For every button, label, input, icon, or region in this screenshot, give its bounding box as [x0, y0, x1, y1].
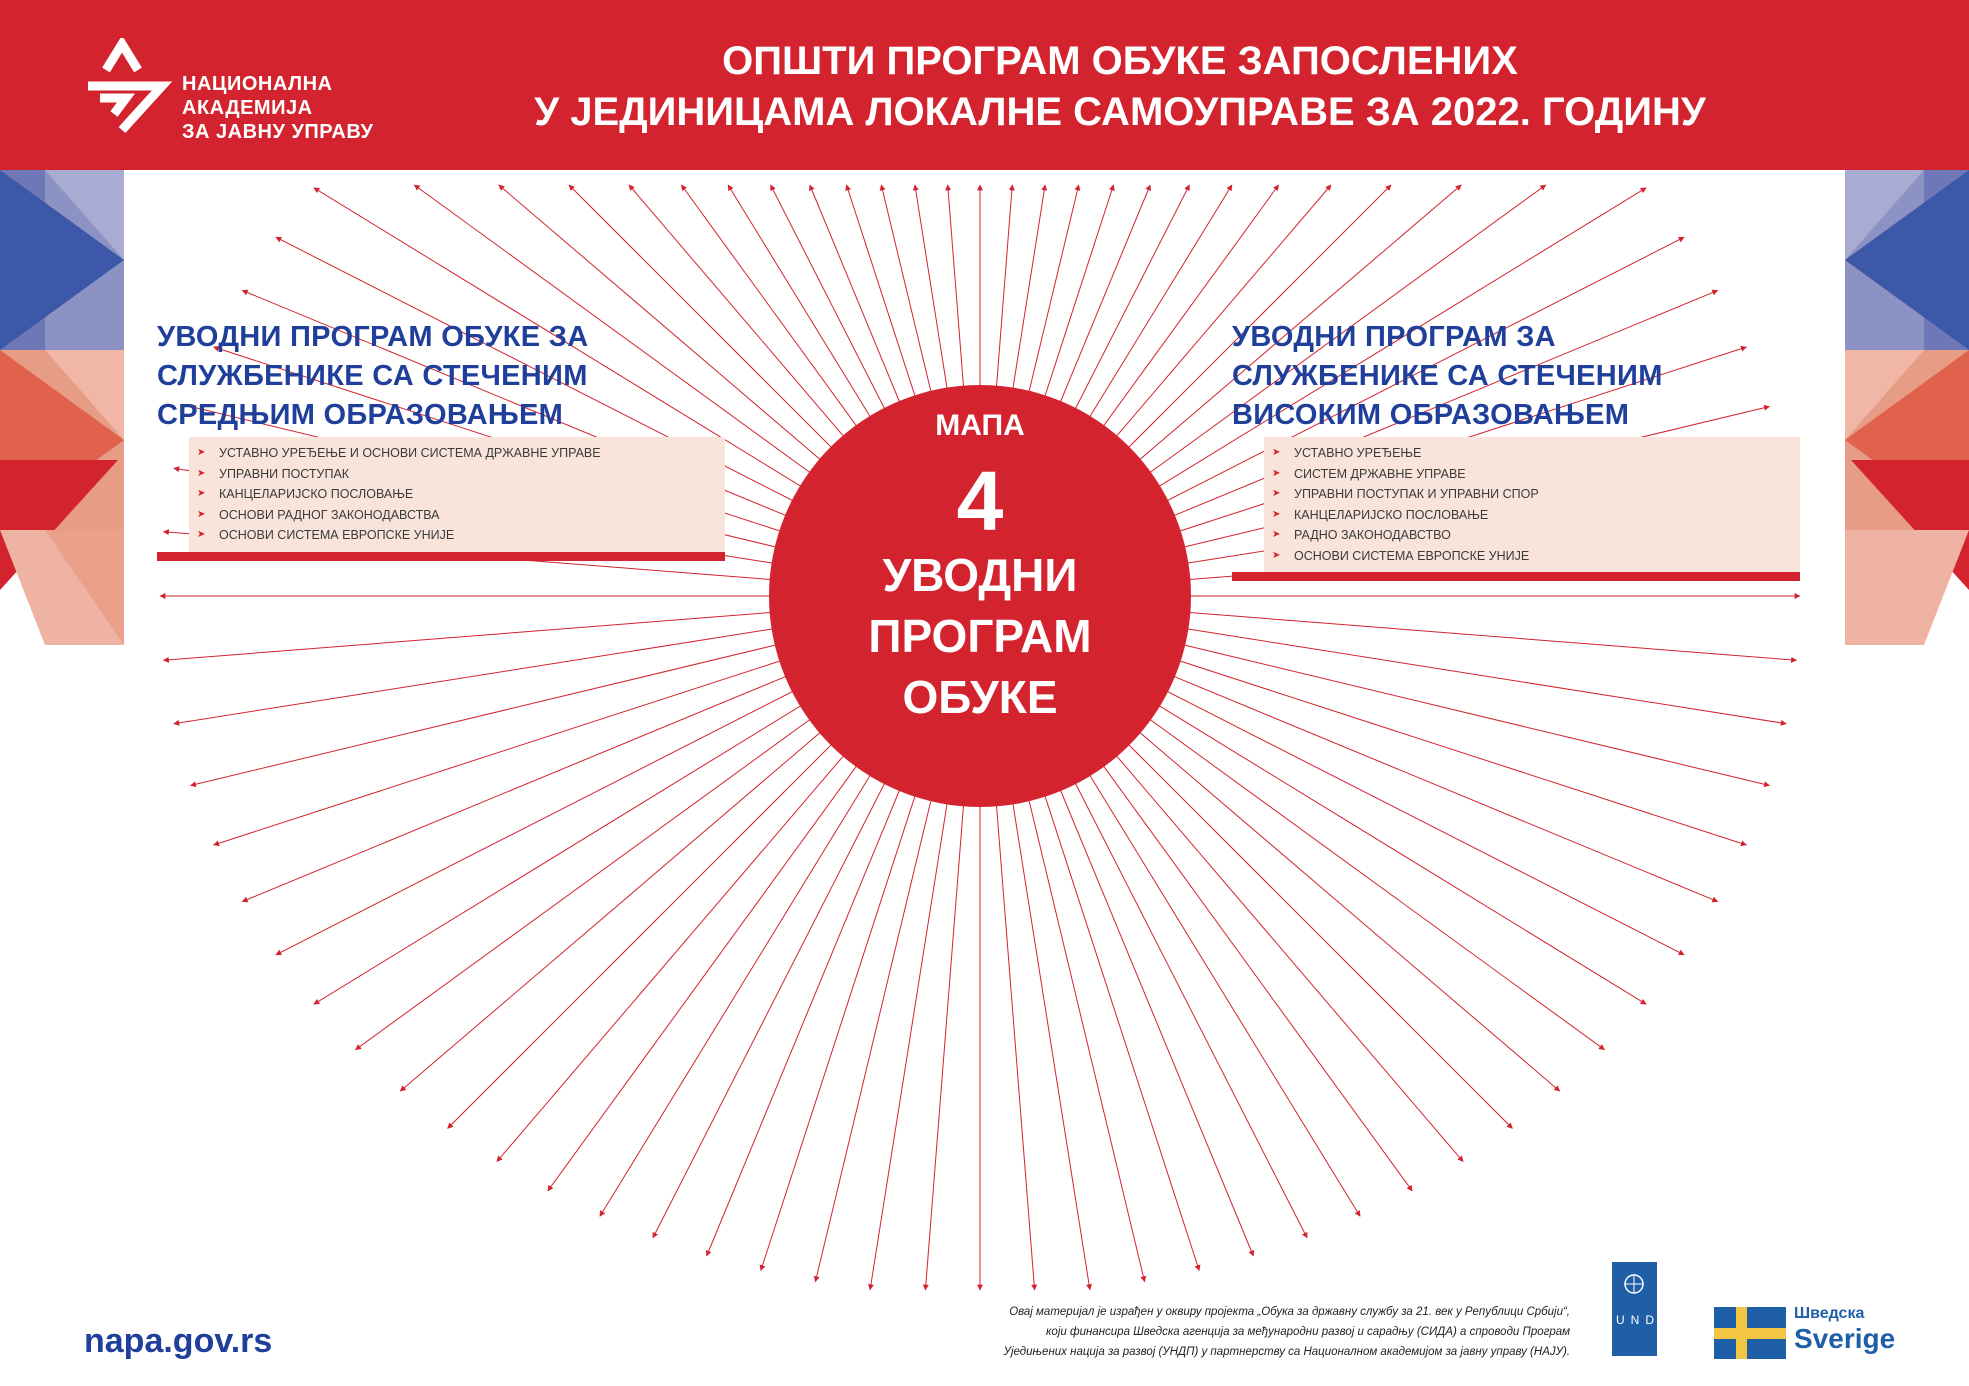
left-heading-line-3: СРЕДЊИМ ОБРАЗОВАЊЕМ	[157, 399, 564, 431]
title-line-2: У ЈЕДИНИЦАМА ЛОКАЛНЕ САМОУПРАВЕ ЗА 2022. ГОДИНУ	[534, 90, 1706, 134]
list-item: ➤ УСТАВНО УРЕЂЕЊЕ И ОСНОВИ СИСТЕМА ДРЖАВНЕ УПРАВЕ	[219, 443, 715, 464]
arrow-ray	[1180, 661, 1747, 845]
logo-line-2: ЗА ЈАВНУ УПРАВУ	[182, 121, 374, 143]
arrow-ray	[1013, 185, 1045, 389]
arrow-ray	[1140, 732, 1560, 1091]
arrow-ray	[1075, 783, 1307, 1238]
left-topic-list	[189, 437, 725, 552]
arrow-ray	[400, 732, 820, 1091]
arrow-ray	[164, 613, 771, 661]
arrow-ray	[1013, 803, 1090, 1289]
arrow-ray	[997, 185, 1013, 387]
funding-note-line-3: Уједињених нација за развој (УНДП) у партнерству са Националном академијом за јавну управу (НАЈУ).	[1003, 1346, 1570, 1358]
right-heading-line-2: СЛУЖБЕНИКЕ СА СТЕЧЕНИМ	[1232, 360, 1663, 392]
right-program-block	[1232, 318, 1800, 581]
arrow-ray	[1167, 691, 1684, 955]
sweden-label-sr: Шведска	[1794, 1305, 1865, 1322]
arrow-ray	[548, 766, 857, 1191]
arrow-ray	[1159, 706, 1646, 1005]
arrow-ray	[1045, 796, 1199, 1271]
sweden-label-sv: Sverige	[1794, 1323, 1896, 1354]
arrow-ray	[1174, 676, 1718, 901]
arrow-ray	[242, 676, 786, 901]
funding-note	[880, 1302, 1570, 1362]
left-heading-line-2: СЛУЖБЕНИКЕ СА СТЕЧЕНИМ	[157, 360, 588, 392]
funding-note-line-1: Овај материјал је израђен у оквиру пројекта „Обука за државну службу за 21. век у Републици Србији“,	[1009, 1306, 1570, 1318]
arrow-ray	[728, 185, 870, 417]
arrow-ray	[314, 706, 801, 1005]
map-title-line-1: УВОДНИ	[882, 549, 1078, 601]
left-program-block	[157, 318, 725, 561]
right-heading-line-1: УВОДНИ ПРОГРАМ ЗА	[1232, 321, 1556, 353]
arrow-ray	[925, 805, 963, 1290]
right-topic-list	[1264, 437, 1800, 572]
arrow-ray	[356, 719, 811, 1049]
left-block-underline	[157, 552, 725, 561]
arrow-ray	[870, 803, 947, 1289]
map-title-line-3: ОБУКЕ	[902, 671, 1058, 723]
arrow-ray	[761, 796, 915, 1271]
title-line-1: ОПШТИ ПРОГРАМ ОБУКЕ ЗАПОСЛЕНИХ	[722, 39, 1518, 83]
arrow-ray	[771, 185, 885, 409]
arrow-ray	[1129, 745, 1513, 1129]
undp-letters: UNDP	[1616, 1313, 1675, 1327]
list-item: ➤ УПРАВНИ ПОСТУПАК И УПРАВНИ СПОР	[1294, 484, 1790, 505]
list-item: ➤ КАНЦЕЛАРИЈСКО ПОСЛОВАЊЕ	[219, 484, 715, 505]
arrow-ray	[948, 185, 964, 387]
map-number: 4	[956, 454, 1004, 548]
arrow-ray	[1103, 766, 1412, 1191]
map-title-line-2: ПРОГРАМ	[868, 610, 1092, 662]
list-item: ➤ ОСНОВИ РАДНОГ ЗАКОНОДАВСТВА	[219, 505, 715, 526]
arrow-ray	[1060, 185, 1150, 402]
list-item: ➤ ОСНОВИ СИСТЕМА ЕВРОПСКЕ УНИЈЕ	[1294, 546, 1790, 567]
arrow-ray	[915, 185, 947, 389]
arrow-ray	[810, 185, 900, 402]
left-heading-line-1: УВОДНИ ПРОГРАМ ОБУКЕ ЗА	[157, 321, 589, 353]
arrow-ray	[1029, 800, 1145, 1281]
arrow-ray	[174, 629, 773, 724]
right-heading-line-3: ВИСОКИМ ОБРАЗОВАЊЕМ	[1232, 399, 1630, 431]
undp-logo[interactable]	[1612, 1262, 1675, 1356]
left-program-heading	[157, 318, 725, 435]
arrow-ray	[997, 805, 1035, 1290]
arrow-ray	[1150, 719, 1605, 1049]
arrow-ray	[847, 185, 916, 396]
website-link[interactable]: napa.gov.rs	[84, 1322, 273, 1360]
map-circle	[769, 385, 1191, 807]
arrow-ray	[1060, 790, 1253, 1256]
logo-line-1: НАЦИОНАЛНА АКАДЕМИЈА	[182, 73, 333, 119]
arrow-ray	[1029, 185, 1079, 392]
arrow-ray	[276, 691, 793, 955]
arrow-ray	[653, 783, 885, 1238]
arrow-ray	[1187, 629, 1786, 724]
arrow-ray	[448, 745, 832, 1129]
list-item: ➤ УПРАВНИ ПОСТУПАК	[219, 464, 715, 485]
list-item: ➤ КАНЦЕЛАРИЈСКО ПОСЛОВАЊЕ	[1294, 505, 1790, 526]
arrow-ray	[1075, 185, 1189, 409]
funding-note-line-2: који финансира Шведска агенција за међународни развој и сарадњу (СИДА) а спроводи Програм	[1046, 1326, 1570, 1338]
arrow-ray	[191, 645, 776, 786]
sweden-logo[interactable]	[1794, 1305, 1895, 1355]
list-item: ➤ РАДНО ЗАКОНОДАВСТВО	[1294, 525, 1790, 546]
map-title	[769, 545, 1191, 728]
un-emblem-icon	[1612, 1262, 1657, 1302]
arrow-ray	[1045, 185, 1114, 396]
list-item: ➤ ОСНОВИ СИСТЕМА ЕВРОПСКЕ УНИЈЕ	[219, 525, 715, 546]
arrow-ray	[214, 661, 781, 845]
arrow-ray	[1189, 613, 1796, 661]
map-label: МАПА	[935, 409, 1025, 442]
arrow-ray	[1090, 185, 1232, 417]
arrow-ray	[707, 790, 900, 1256]
arrow-ray	[815, 800, 931, 1281]
arrow-ray	[881, 185, 931, 392]
list-item: ➤ СИСТЕМ ДРЖАВНЕ УПРАВЕ	[1294, 464, 1790, 485]
arrow-ray	[1184, 645, 1769, 786]
right-block-underline	[1232, 572, 1800, 581]
right-program-heading	[1232, 318, 1800, 435]
list-item: ➤ УСТАВНО УРЕЂЕЊЕ	[1294, 443, 1790, 464]
